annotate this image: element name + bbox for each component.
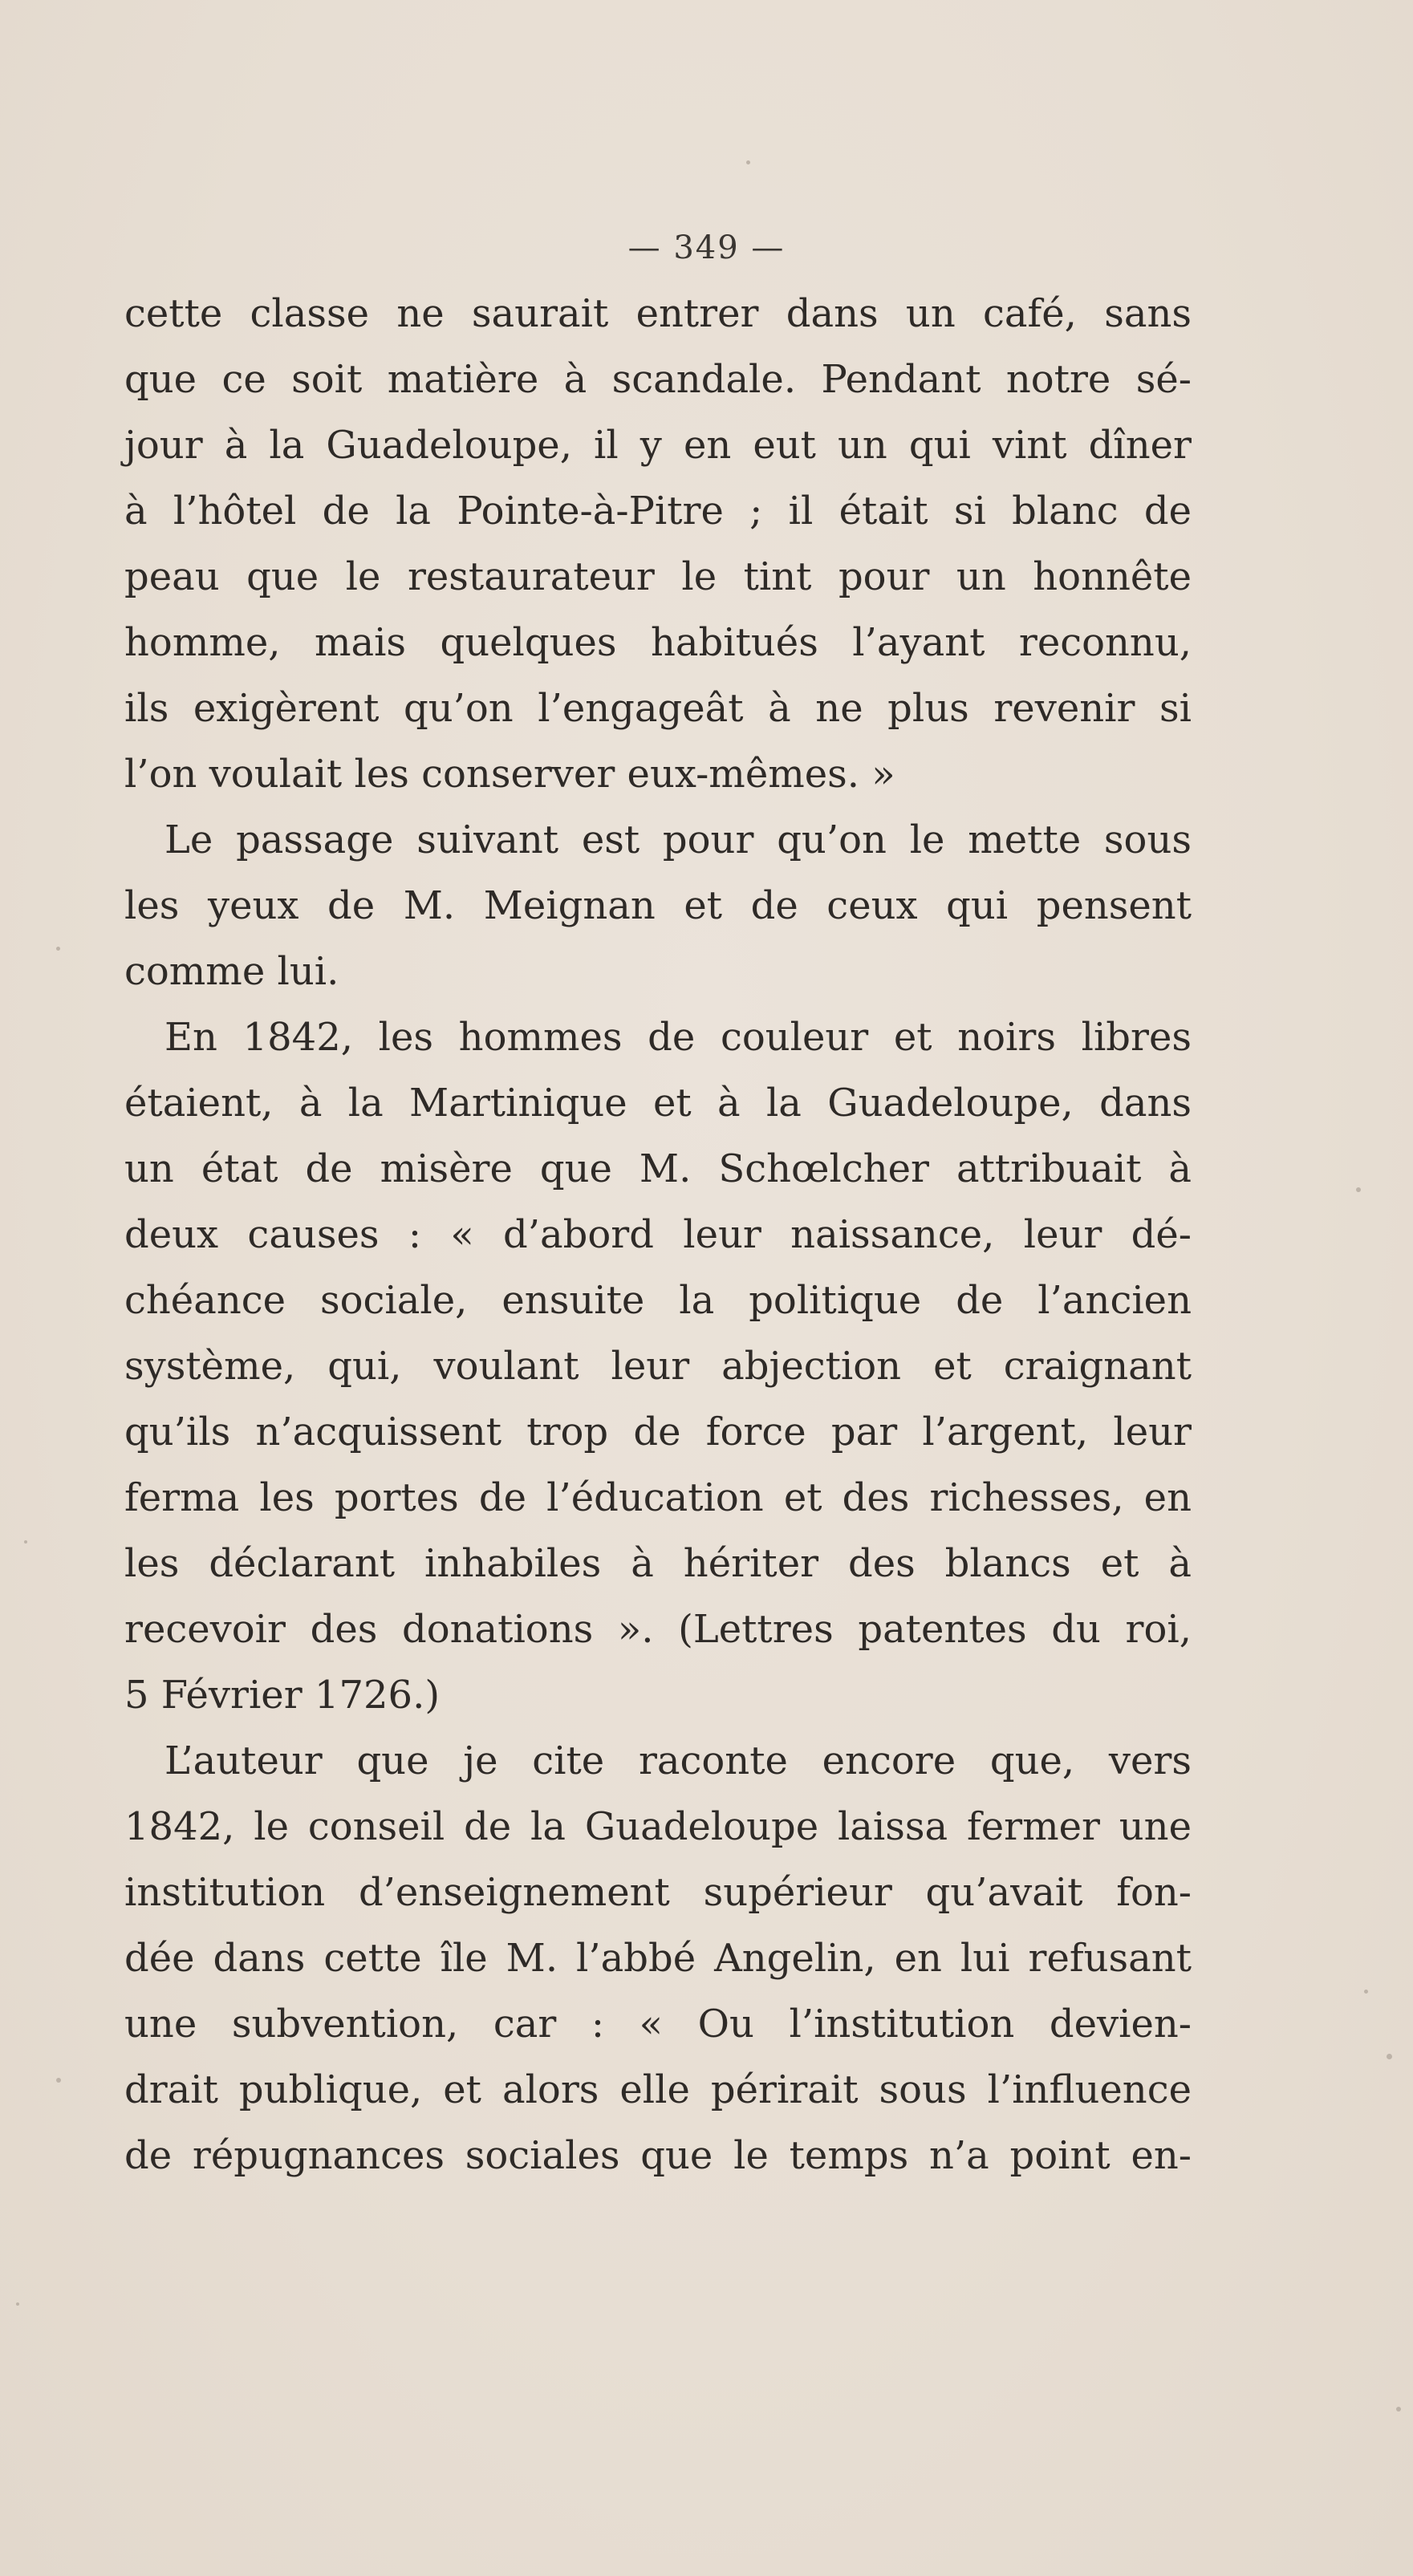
text-line: homme, mais quelques habitués l’ayant reconnu, (124, 620, 1192, 665)
text-line: 5 Février 1726.) (124, 1673, 441, 1718)
text-line: qu’ils n’acquissent trop de force par l’argent, leur (124, 1410, 1192, 1454)
text-line: deux causes : « d’abord leur naissance, leur dé- (124, 1212, 1192, 1257)
body-text (124, 281, 1192, 2189)
text-line: jour à la Guadeloupe, il y en eut un qui vint dîner (124, 423, 1192, 468)
text-line: que ce soit matière à scandale. Pendant notre sé- (124, 357, 1192, 402)
text-line: les déclarant inhabiles à hériter des blancs et à (124, 1541, 1192, 1586)
text-line: Le passage suivant est pour qu’on le mette sous (164, 817, 1192, 862)
text-line: étaient, à la Martinique et à la Guadeloupe, dans (124, 1081, 1192, 1126)
text-line: En 1842, les hommes de couleur et noirs libres (164, 1015, 1192, 1060)
text-line: 1842, le conseil de la Guadeloupe laissa fermer une (124, 1804, 1192, 1849)
text-line: ferma les portes de l’éducation et des richesses, en (124, 1475, 1192, 1520)
text-line: ils exigèrent qu’on l’engageât à ne plus revenir si (124, 686, 1192, 731)
text-line: recevoir des donations ». (Lettres patentes du roi, (124, 1607, 1192, 1652)
text-line: cette classe ne saurait entrer dans un café, sans (124, 291, 1192, 336)
text-line: à l’hôtel de la Pointe-à-Pitre ; il était si blanc de (124, 489, 1192, 533)
text-line: un état de misère que M. Schœlcher attribuait à (124, 1146, 1192, 1191)
text-line: institution d’enseignement supérieur qu’avait fon- (124, 1870, 1192, 1915)
text-line: comme lui. (124, 949, 339, 994)
text-line: système, qui, voulant leur abjection et craignant (124, 1344, 1192, 1389)
text-line: L’auteur que je cite raconte encore que, vers (164, 1738, 1192, 1783)
text-line: l’on voulait les conserver eux-mêmes. » (124, 752, 895, 797)
text-line: une subvention, car : « Ou l’institution devien- (124, 2002, 1192, 2047)
text-line: dée dans cette île M. l’abbé Angelin, en lui refusant (124, 1936, 1192, 1981)
text-line: drait publique, et alors elle périrait sous l’influence (124, 2067, 1192, 2112)
page-number: — 349 — (627, 229, 786, 266)
text-line: de répugnances sociales que le temps n’a point en- (124, 2133, 1192, 2178)
text-line: peau que le restaurateur le tint pour un honnête (124, 554, 1192, 599)
text-line: les yeux de M. Meignan et de ceux qui pensent (124, 883, 1192, 928)
text-line: chéance sociale, ensuite la politique de l’ancien (124, 1278, 1192, 1323)
